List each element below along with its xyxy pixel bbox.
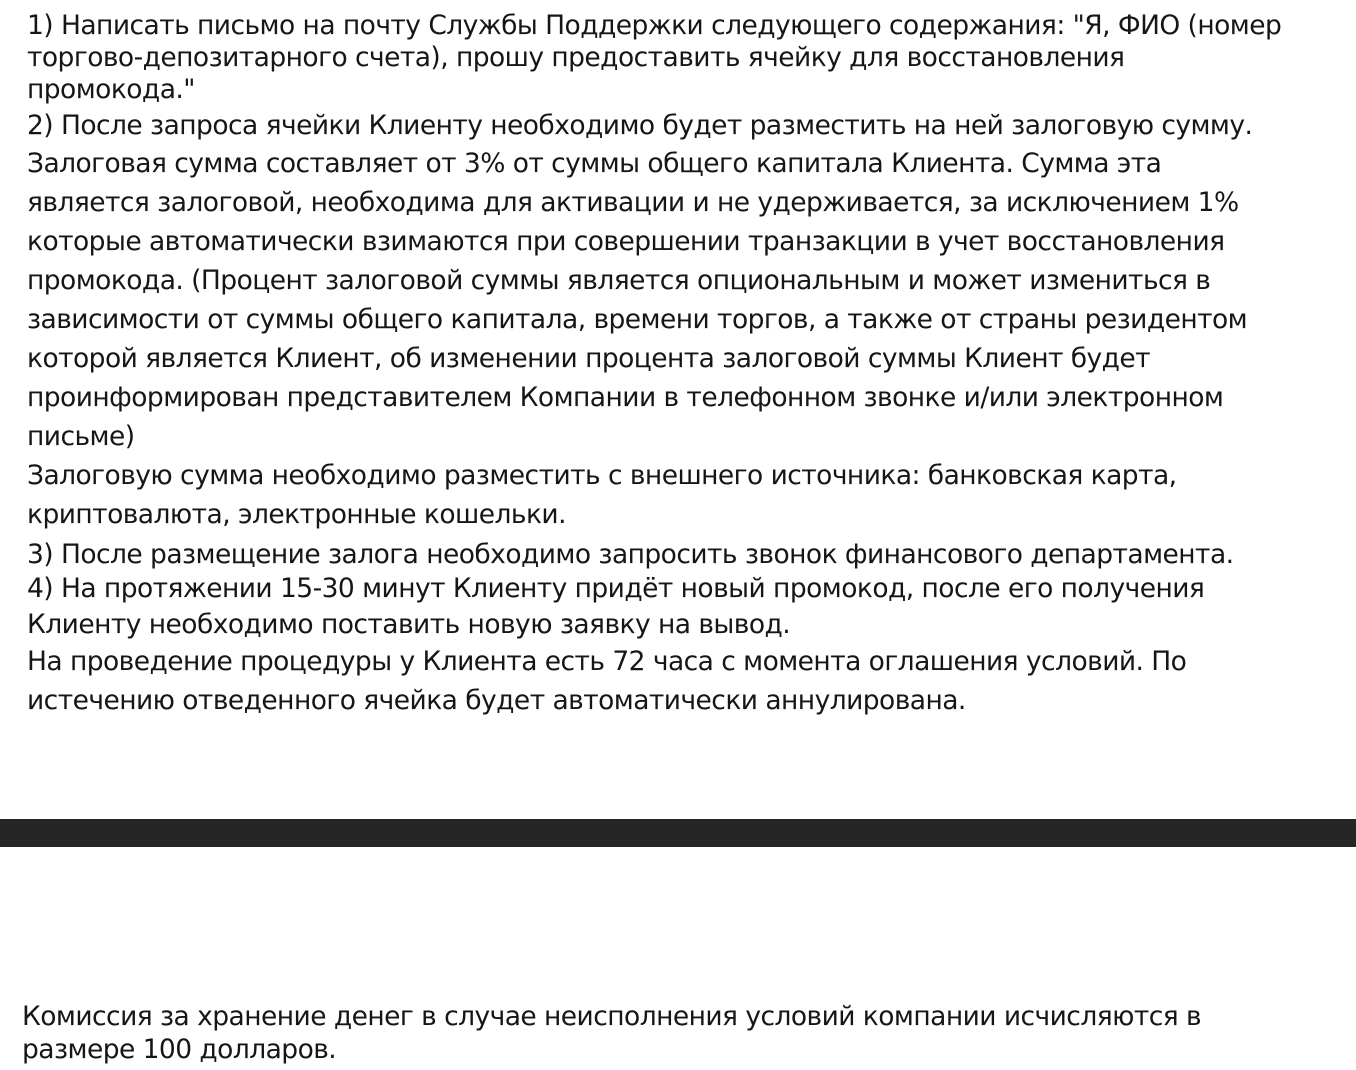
text-line: зависимости от суммы общего капитала, времени торгов, а также от страны резидентом	[27, 304, 1248, 335]
text-line: криптовалюта, электронные кошельки.	[27, 499, 566, 530]
text-line: 2) После запроса ячейки Клиенту необходимо будет разместить на ней залоговую сумму.	[27, 110, 1253, 141]
text-line: размере 100 долларов.	[22, 1034, 337, 1065]
text-line: На проведение процедуры у Клиента есть 72 часа с момента оглашения условий. По	[27, 646, 1187, 677]
text-line: истечению отведенного ячейка будет автоматически аннулирована.	[27, 685, 966, 716]
text-line: которые автоматически взимаются при совершении транзакции в учет восстановления	[27, 226, 1225, 257]
text-line: промокода."	[27, 74, 195, 105]
text-line: Залоговую сумма необходимо разместить с внешнего источника: банковская карта,	[27, 460, 1177, 491]
text-line: является залоговой, необходима для активации и не удерживается, за исключением 1%	[27, 187, 1239, 218]
deposit-source	[27, 456, 1337, 534]
step-2-details	[27, 144, 1337, 456]
text-line: промокода. (Процент залоговой суммы является опциональным и может измениться в	[27, 265, 1211, 296]
text-line: Залоговая сумма составляет от 3% от суммы общего капитала Клиента. Сумма эта	[27, 148, 1162, 179]
text-line: Комиссия за хранение денег в случае неисполнения условий компании исчисляются в	[22, 1001, 1202, 1032]
step-1	[27, 10, 1337, 106]
step-3	[27, 539, 1337, 571]
text-line: которой является Клиент, об изменении процента залоговой суммы Клиент будет	[27, 343, 1151, 374]
deadline-note	[27, 642, 1337, 720]
text-line: Клиенту необходимо поставить новую заявку на вывод.	[27, 609, 791, 640]
step-4	[27, 573, 1337, 641]
section-divider	[0, 819, 1356, 847]
step-2-intro	[27, 110, 1337, 142]
text-line: 4) На протяжении 15-30 минут Клиенту придёт новый промокод, после его получения	[27, 573, 1205, 604]
text-line: торгово-депозитарного счета), прошу предоставить ячейку для восстановления	[27, 42, 1125, 73]
instructions-text	[27, 10, 1337, 720]
text-line: 3) После размещение залога необходимо запросить звонок финансового департамента.	[27, 539, 1234, 570]
footer-note	[22, 1000, 1342, 1066]
text-line: проинформирован представителем Компании в телефонном звонке и/или электронном	[27, 382, 1224, 413]
text-line: письме)	[27, 421, 135, 452]
text-line: 1) Написать письмо на почту Службы Поддержки следующего содержания: "Я, ФИО (номер	[27, 10, 1282, 41]
